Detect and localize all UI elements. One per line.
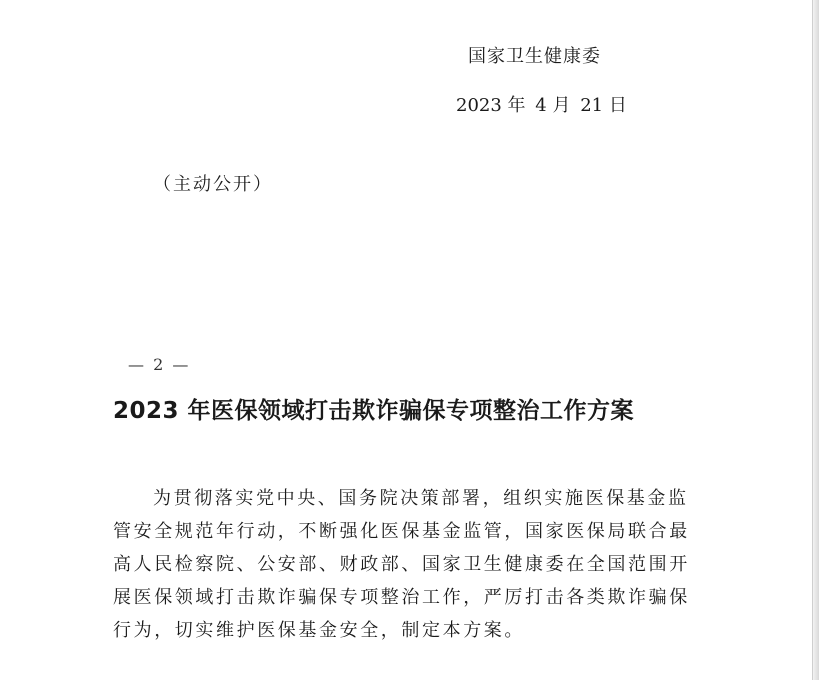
disclosure-label: （主动公开） xyxy=(153,174,273,195)
body-line: 为贯彻落实党中央、国务院决策部署，组织实施医保基金监 xyxy=(153,488,689,509)
signature-date-year: 2023 年 xyxy=(456,95,526,116)
body-line: 展医保领域打击欺诈骗保专项整治工作，严厉打击各类欺诈骗保 xyxy=(113,587,690,608)
signature-organization: 国家卫生健康委 xyxy=(468,46,601,67)
page-number: — 2 — xyxy=(128,355,191,374)
document-title: 2023 年医保领域打击欺诈骗保专项整治工作方案 xyxy=(113,398,635,424)
signature-date xyxy=(0,91,819,117)
body-paragraph xyxy=(113,482,703,647)
body-line: 管安全规范年行动，不断强化医保基金监管，国家医保局联合最 xyxy=(113,521,690,542)
body-line: 行为，切实维护医保基金安全，制定本方案。 xyxy=(113,620,525,641)
signature-date-month: 4 月 xyxy=(535,95,571,116)
body-line: 高人民检察院、公安部、财政部、国家卫生健康委在全国范围开 xyxy=(113,554,690,575)
signature-date-day: 21 日 xyxy=(580,95,627,116)
